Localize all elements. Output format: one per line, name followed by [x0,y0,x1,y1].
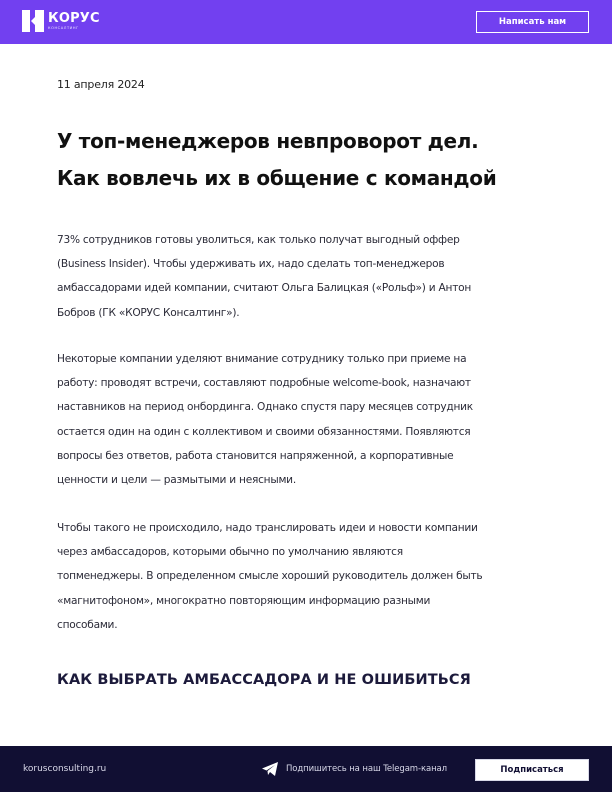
logo-name: КОРУС [48,10,100,26]
paragraph-line: наставников на период онбординга. Однако спустя пару месяцев сотрудник [57,401,473,414]
article-paragraph-1 [57,228,567,325]
korus-logo[interactable] [22,10,100,32]
paragraph-line: остается один на один с коллективом и своими обязанностями. Появляются [57,425,471,438]
paragraph-line: Бобров (ГК «КОРУС Консалтинг»). [57,306,240,319]
title-line: У топ-менеджеров невпроворот дел. [57,129,479,153]
logo-subtitle: КОНСАЛТИНГ [48,25,79,30]
telegram-text: Подпишитесь на наш Telegam-канал [286,764,447,774]
article-paragraph-2 [57,347,567,492]
write-to-us-button[interactable]: Написать нам [476,11,589,33]
paragraph-line: ценности и цели — размытыми и неясными. [57,474,296,487]
telegram-icon [262,762,278,776]
site-header [0,0,612,44]
subscribe-button[interactable]: Подписаться [475,759,589,781]
paragraph-line: через амбассадоров, которыми обычно по умолчанию являются [57,546,403,559]
paragraph-line: «магнитофоном», многократно повторяющим информацию разными [57,594,431,607]
site-footer [0,746,612,792]
paragraph-line: Некоторые компании уделяют внимание сотруднику только при приеме на [57,353,467,365]
section-heading: КАК ВЫБРАТЬ АМБАССАДОРА И НЕ ОШИБИТЬСЯ [57,672,471,688]
paragraph-line: работу: проводят встречи, составляют подробные welcome-book, назначают [57,377,471,390]
paragraph-line: топменеджеры. В определенном смысле хороший руководитель должен быть [57,570,483,583]
title-line: Как вовлечь их в общение с командой [57,166,497,190]
paragraph-line: 73% сотрудников готовы уволиться, как только получат выгодный оффер [57,234,460,246]
telegram-promo[interactable] [262,762,447,776]
korus-logo-icon [22,10,44,32]
paragraph-line: (Business Insider). Чтобы удерживать их, надо сделать топ-менеджеров [57,258,445,271]
paragraph-line: Чтобы такого не происходило, надо транслировать идеи и новости компании [57,522,478,534]
paragraph-line: вопросы без ответов, работа становится напряженной, а корпоративные [57,449,454,462]
paragraph-line: способами. [57,618,118,631]
article-date: 11 апреля 2024 [57,78,145,91]
article-paragraph-3 [57,516,567,637]
paragraph-line: амбассадорами идей компании, считают Ольга Балицкая («Рольф») и Антон [57,282,472,295]
site-link[interactable]: korusconsulting.ru [23,764,107,774]
article-title [57,123,577,197]
